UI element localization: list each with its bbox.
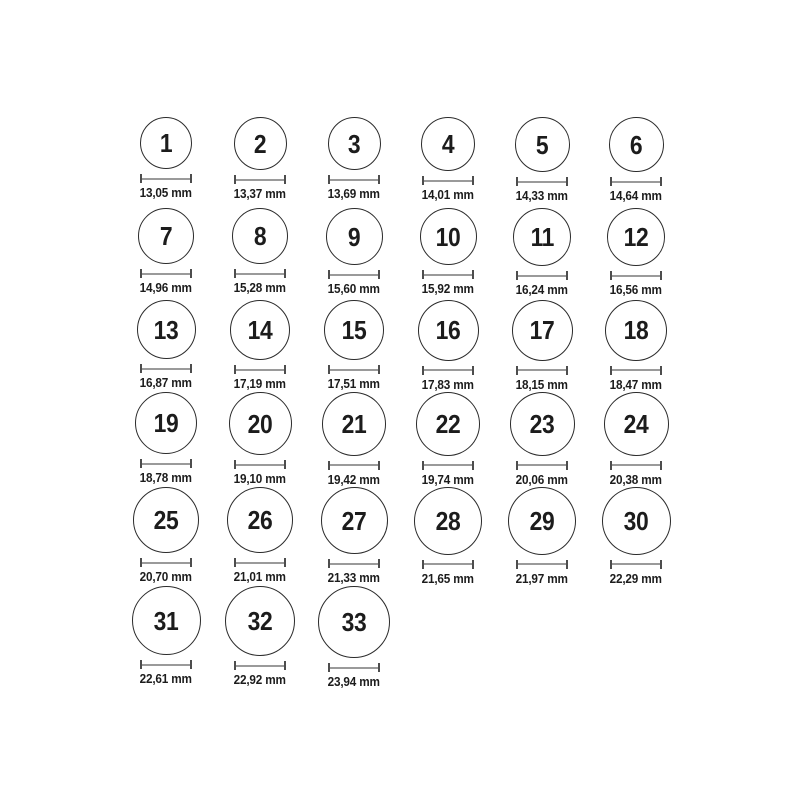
diameter-measure-line (328, 663, 380, 672)
ring-cell (213, 300, 307, 392)
ring-circle (328, 117, 381, 170)
measure-bar (424, 180, 472, 182)
ring-circle (512, 300, 573, 361)
diameter-measure-line (516, 366, 568, 375)
ring-cell (495, 392, 589, 487)
ring-cell (213, 117, 307, 208)
ring-circle (421, 117, 475, 171)
ring-size-number: 17 (529, 315, 555, 346)
measure-tick-right-icon (284, 365, 286, 374)
ring-cell (495, 487, 589, 586)
measure-bar (142, 463, 190, 465)
ring-diameter-label: 21,97 mm (515, 571, 569, 586)
measure-bar (612, 464, 660, 466)
diameter-measure-line (516, 271, 568, 280)
measure-tick-right-icon (284, 558, 286, 567)
measure-tick-right-icon (284, 269, 286, 278)
ring-cell (307, 392, 401, 487)
diameter-measure-line (234, 460, 286, 469)
ring-diameter-label: 21,65 mm (421, 571, 475, 586)
measure-bar (142, 368, 190, 370)
ring-size-number: 19 (153, 408, 179, 438)
ring-circle (515, 117, 570, 172)
measure-bar (236, 179, 284, 181)
ring-size-number: 1 (159, 128, 173, 158)
ring-size-number: 23 (529, 408, 555, 439)
ring-circle (322, 392, 386, 456)
measure-tick-right-icon (566, 560, 568, 569)
measure-tick-right-icon (284, 175, 286, 184)
ring-diameter-label: 18,47 mm (609, 377, 663, 392)
ring-circle (232, 208, 288, 264)
measure-tick-right-icon (284, 661, 286, 670)
measure-bar (612, 181, 660, 183)
measure-bar (142, 664, 190, 666)
ring-circle (326, 208, 383, 265)
ring-cell (119, 300, 213, 392)
measure-tick-right-icon (472, 560, 474, 569)
ring-diameter-label: 14,96 mm (139, 281, 193, 295)
measure-bar (518, 563, 566, 565)
measure-tick-right-icon (190, 459, 192, 468)
measure-tick-right-icon (566, 271, 568, 280)
ring-size-number: 9 (347, 221, 361, 252)
measure-bar (612, 563, 660, 565)
ring-circle (140, 117, 192, 169)
measure-bar (518, 181, 566, 183)
diameter-measure-line (234, 661, 286, 670)
ring-diameter-label: 18,78 mm (139, 471, 193, 485)
ring-circle (605, 300, 667, 361)
measure-bar (236, 464, 284, 466)
ring-cell (213, 392, 307, 487)
ring-size-number: 2 (253, 128, 267, 159)
ring-circle (225, 586, 295, 656)
measure-tick-right-icon (472, 270, 474, 279)
ring-diameter-label: 16,87 mm (139, 376, 193, 390)
diameter-measure-line (516, 177, 568, 186)
measure-bar (330, 464, 378, 466)
ring-cell (495, 208, 589, 300)
ring-circle (227, 487, 293, 553)
measure-tick-right-icon (190, 660, 192, 669)
diameter-measure-line (422, 366, 474, 375)
ring-diameter-label: 16,56 mm (609, 283, 663, 297)
ring-circle (318, 586, 390, 658)
ring-size-number: 26 (247, 505, 273, 535)
ring-row (119, 300, 683, 392)
ring-size-number: 28 (435, 505, 461, 536)
diameter-measure-line (328, 270, 380, 279)
measure-bar (330, 179, 378, 181)
measure-bar (330, 369, 378, 371)
ring-cell (589, 117, 683, 208)
ring-diameter-label: 22,29 mm (609, 571, 663, 586)
ring-cell (401, 300, 495, 392)
ring-diameter-label: 19,42 mm (327, 472, 381, 487)
ring-cell (307, 586, 401, 690)
ring-size-number: 10 (435, 221, 461, 252)
measure-tick-right-icon (660, 366, 662, 375)
ring-diameter-label: 16,24 mm (515, 283, 569, 297)
ring-cell (119, 487, 213, 586)
ring-size-number: 4 (441, 129, 455, 159)
measure-tick-right-icon (378, 461, 380, 470)
ring-circle (132, 586, 201, 655)
measure-tick-right-icon (284, 460, 286, 469)
diameter-measure-line (140, 364, 192, 373)
diameter-measure-line (328, 559, 380, 568)
ring-diameter-label: 20,38 mm (609, 472, 663, 487)
ring-cell (307, 300, 401, 392)
ring-diameter-label: 20,70 mm (139, 570, 193, 584)
measure-tick-right-icon (566, 177, 568, 186)
ring-size-number: 7 (159, 221, 173, 251)
ring-cell (495, 117, 589, 208)
measure-tick-right-icon (660, 177, 662, 186)
ring-size-number: 5 (535, 129, 549, 160)
measure-tick-right-icon (660, 461, 662, 470)
measure-bar (142, 273, 190, 275)
measure-tick-right-icon (472, 366, 474, 375)
ring-circle (416, 392, 480, 456)
ring-diameter-label: 13,05 mm (139, 186, 193, 200)
ring-grid (119, 117, 683, 690)
diameter-measure-line (422, 176, 474, 185)
ring-size-number: 25 (153, 505, 179, 535)
measure-bar (424, 274, 472, 276)
ring-diameter-label: 14,33 mm (515, 189, 569, 203)
measure-bar (236, 369, 284, 371)
diameter-measure-line (610, 271, 662, 280)
ring-cell (589, 487, 683, 586)
ring-diameter-label: 22,92 mm (233, 673, 287, 687)
ring-cell (589, 208, 683, 300)
measure-tick-right-icon (190, 269, 192, 278)
diameter-measure-line (610, 366, 662, 375)
ring-cell (495, 300, 589, 392)
ring-size-number: 6 (629, 129, 643, 160)
measure-bar (424, 369, 472, 371)
measure-tick-right-icon (660, 271, 662, 280)
measure-bar (142, 562, 190, 564)
ring-diameter-label: 22,61 mm (139, 672, 193, 686)
ring-size-number: 20 (247, 408, 273, 439)
measure-bar (330, 563, 378, 565)
ring-cell (213, 586, 307, 690)
measure-tick-right-icon (378, 270, 380, 279)
measure-tick-right-icon (660, 560, 662, 569)
ring-circle (133, 487, 199, 553)
ring-circle (234, 117, 287, 170)
measure-bar (236, 273, 284, 275)
ring-diameter-label: 20,06 mm (515, 472, 569, 487)
diameter-measure-line (140, 459, 192, 468)
ring-circle (324, 300, 384, 360)
ring-diameter-label: 14,01 mm (421, 188, 475, 202)
ring-cell (307, 208, 401, 300)
ring-size-number: 31 (153, 605, 179, 636)
ring-cell (401, 487, 495, 586)
measure-tick-right-icon (378, 365, 380, 374)
ring-cell (589, 300, 683, 392)
ring-diameter-label: 15,60 mm (327, 282, 381, 296)
measure-bar (518, 275, 566, 277)
diameter-measure-line (516, 461, 568, 470)
measure-tick-right-icon (566, 366, 568, 375)
ring-size-number: 8 (253, 221, 267, 251)
measure-bar (612, 275, 660, 277)
ring-diameter-label: 15,28 mm (233, 281, 287, 295)
ring-size-number: 18 (623, 315, 649, 346)
ring-size-number: 21 (341, 408, 367, 439)
ring-circle (609, 117, 664, 172)
measure-tick-right-icon (190, 364, 192, 373)
ring-circle (420, 208, 477, 265)
ring-diameter-label: 17,19 mm (233, 377, 287, 391)
ring-circle (602, 487, 671, 555)
ring-row (119, 487, 683, 586)
ring-circle (229, 392, 292, 455)
ring-circle (138, 208, 194, 264)
measure-tick-right-icon (190, 174, 192, 183)
ring-size-number: 3 (347, 128, 361, 159)
measure-tick-right-icon (472, 176, 474, 185)
ring-cell (401, 208, 495, 300)
diameter-measure-line (234, 558, 286, 567)
diameter-measure-line (234, 175, 286, 184)
ring-circle (137, 300, 196, 359)
ring-size-number: 32 (247, 606, 273, 636)
ring-cell (307, 487, 401, 586)
diameter-measure-line (234, 269, 286, 278)
measure-bar (424, 464, 472, 466)
ring-size-number: 30 (623, 505, 649, 536)
diameter-measure-line (610, 177, 662, 186)
diameter-measure-line (140, 269, 192, 278)
ring-size-number: 11 (530, 222, 554, 252)
measure-bar (330, 274, 378, 276)
measure-bar (142, 178, 190, 180)
ring-circle (604, 392, 669, 456)
ring-circle (230, 300, 290, 360)
ring-cell (213, 487, 307, 586)
diameter-measure-line (516, 560, 568, 569)
measure-bar (236, 562, 284, 564)
ring-size-number: 29 (529, 505, 555, 536)
ring-row (119, 117, 683, 208)
ring-diameter-label: 21,33 mm (327, 571, 381, 585)
measure-tick-right-icon (472, 461, 474, 470)
measure-bar (424, 563, 472, 565)
ring-size-number: 15 (341, 315, 367, 345)
measure-bar (518, 369, 566, 371)
ring-circle (513, 208, 571, 266)
ring-cell (213, 208, 307, 300)
ring-size-number: 33 (341, 607, 367, 637)
ring-diameter-label: 17,83 mm (421, 377, 475, 392)
measure-tick-right-icon (378, 663, 380, 672)
ring-cell (119, 117, 213, 208)
measure-tick-right-icon (566, 461, 568, 470)
ring-diameter-label: 19,10 mm (233, 472, 287, 486)
ring-diameter-label: 13,69 mm (327, 187, 381, 201)
ring-diameter-label: 13,37 mm (233, 187, 287, 201)
ring-circle (414, 487, 482, 555)
ring-row (119, 586, 683, 690)
ring-size-number: 24 (623, 408, 649, 439)
diameter-measure-line (328, 461, 380, 470)
ring-circle (418, 300, 479, 361)
diameter-measure-line (422, 560, 474, 569)
ring-row (119, 208, 683, 300)
ring-diameter-label: 15,92 mm (421, 282, 475, 296)
ring-circle (508, 487, 576, 555)
measure-tick-right-icon (190, 558, 192, 567)
ring-row (119, 392, 683, 487)
ring-circle (510, 392, 575, 456)
diameter-measure-line (234, 365, 286, 374)
ring-size-number: 14 (247, 315, 273, 345)
ring-size-number: 16 (435, 315, 461, 346)
ring-circle (607, 208, 665, 266)
measure-bar (612, 369, 660, 371)
diameter-measure-line (422, 461, 474, 470)
ring-cell (401, 117, 495, 208)
ring-cell (401, 392, 495, 487)
diameter-measure-line (140, 660, 192, 669)
ring-size-number: 27 (341, 505, 367, 536)
ring-cell (119, 392, 213, 487)
diameter-measure-line (610, 461, 662, 470)
diameter-measure-line (140, 558, 192, 567)
diameter-measure-line (328, 175, 380, 184)
measure-bar (236, 665, 284, 667)
ring-size-number: 13 (153, 314, 179, 345)
ring-size-number: 12 (623, 222, 649, 252)
ring-cell (589, 392, 683, 487)
ring-cell (119, 586, 213, 690)
ring-size-number: 22 (435, 408, 461, 439)
measure-bar (330, 667, 378, 669)
ring-diameter-label: 17,51 mm (327, 377, 381, 391)
measure-bar (518, 464, 566, 466)
ring-diameter-label: 18,15 mm (515, 377, 569, 392)
ring-cell (307, 117, 401, 208)
ring-cell (119, 208, 213, 300)
measure-tick-right-icon (378, 175, 380, 184)
ring-diameter-label: 19,74 mm (421, 472, 475, 487)
ring-diameter-label: 21,01 mm (233, 570, 287, 584)
ring-diameter-label: 23,94 mm (327, 675, 381, 689)
ring-diameter-label: 14,64 mm (609, 189, 663, 203)
diameter-measure-line (328, 365, 380, 374)
measure-tick-right-icon (378, 559, 380, 568)
diameter-measure-line (610, 560, 662, 569)
diameter-measure-line (422, 270, 474, 279)
ring-circle (321, 487, 388, 554)
ring-circle (135, 392, 197, 454)
diameter-measure-line (140, 174, 192, 183)
